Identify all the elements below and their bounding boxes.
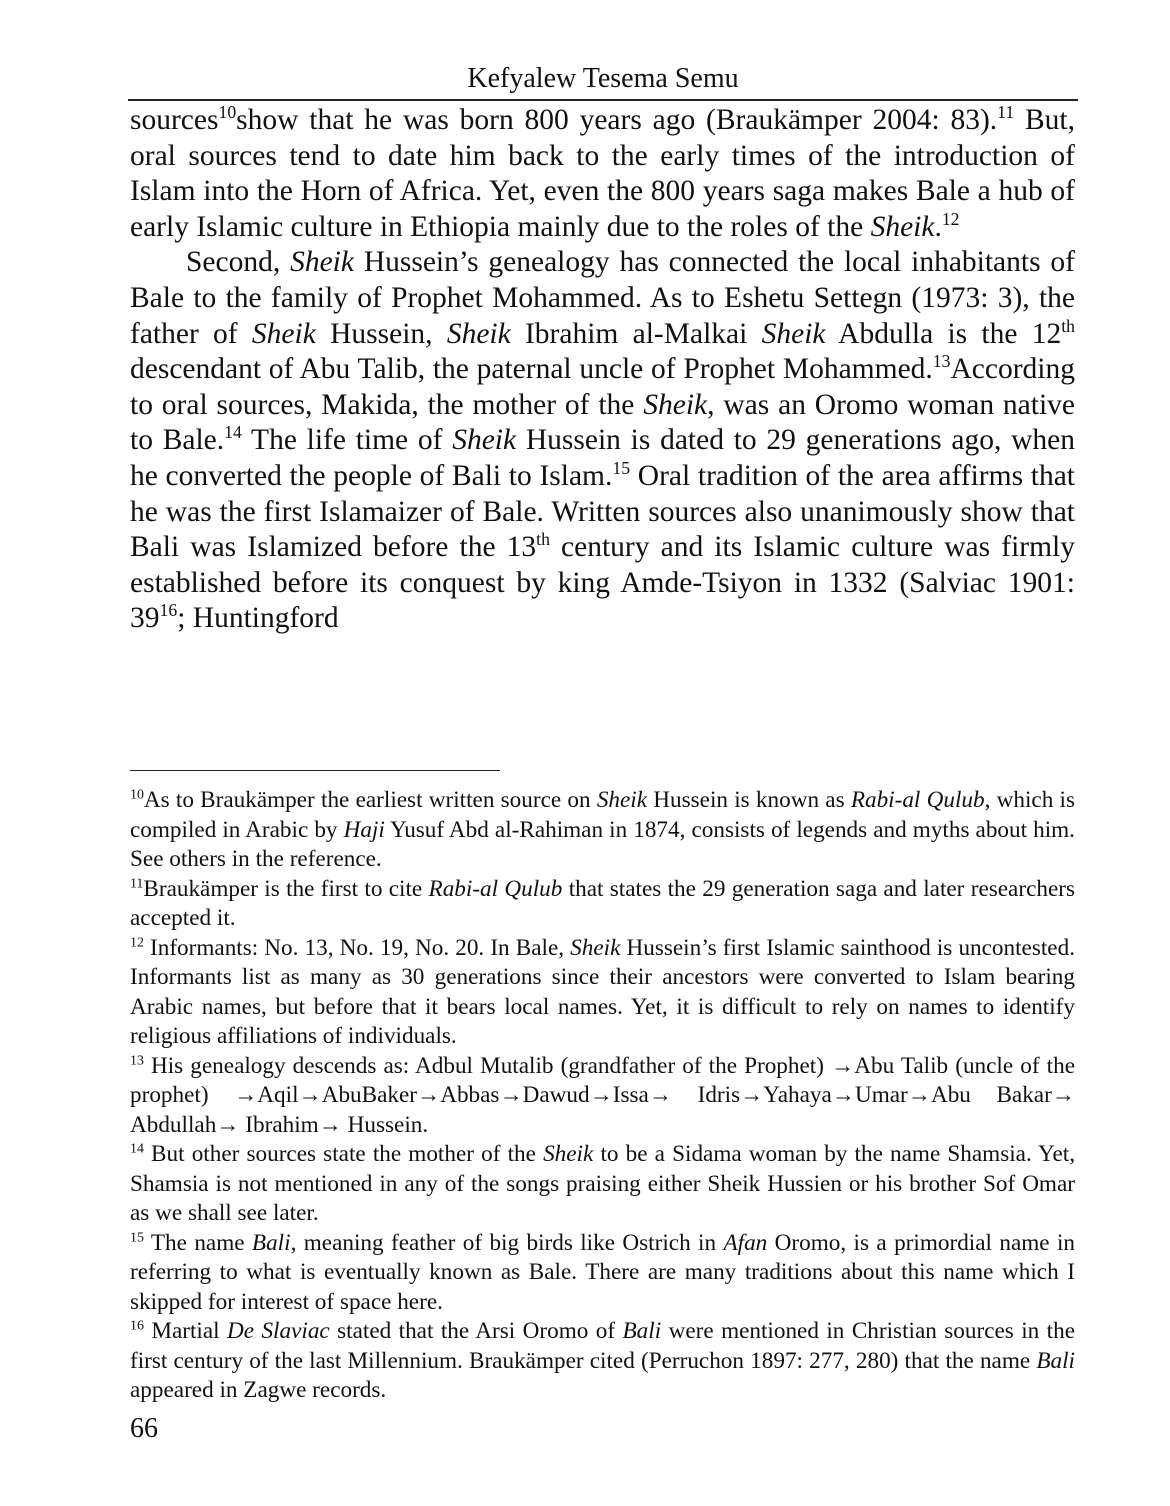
superscript-ref: 16 (159, 600, 178, 621)
italic-text: Haji (343, 816, 385, 843)
footnote-11 (130, 875, 1075, 934)
text-run: Second, (186, 246, 291, 279)
text-run: . (934, 210, 942, 243)
text-run: Oromo, is a primordial name in referring to what is eventually known as Bale. There are many traditions about this name which I skipped for interest of space here. (130, 1229, 1075, 1315)
italic-text: Sheik (452, 424, 517, 457)
footnote-12 (130, 934, 1075, 1052)
italic-text: Sheik (543, 1141, 594, 1167)
text-run: Hussein’s genealogy has connected the local inhabitants of Bale to the family of Prophet Mohammed. As to Eshetu Settegn (1973: 3), the father of (130, 246, 1076, 350)
superscript-ref: 13 (130, 1052, 144, 1068)
italic-text: Bali (1036, 1347, 1075, 1374)
superscript-ref: 15 (612, 458, 631, 479)
footnote-16 (130, 1317, 1075, 1406)
italic-text: Bali (622, 1318, 662, 1344)
body-paragraph-2 (130, 245, 1075, 637)
text-run: ; Huntingford (177, 602, 339, 635)
italic-text: De Slaviac (227, 1318, 330, 1344)
text-run: century and its Islamic culture was firmly established before its conquest by king Amde-Tsiyon in 1332 (Salviac 1901: 39 (130, 531, 1075, 635)
superscript-ref: 10 (218, 102, 237, 123)
superscript-ref: th (536, 529, 550, 550)
text-run: Yusuf Abd al-Rahiman in 1874, consists of legends and myths about him. See others in the reference. (130, 816, 1075, 872)
text-run: Hussein, (315, 317, 447, 350)
footnote-separator (130, 770, 500, 771)
text-run: were mentioned in Christian sources in the first century of the last Millennium. Braukämper cited (Perruchon 1897: 277, 280) that the name (130, 1318, 1076, 1374)
text-run: Ibrahim al-Malkai (510, 317, 762, 350)
text-run: show that he was born 800 years ago (Braukämper 2004: 83). (236, 104, 998, 136)
text-run: Oral tradition of the area affirms that he was the first Islamaizer of Bale. Written sources also unanimously show that Bali was Islamized before the 13 (130, 459, 1075, 564)
text-run: meaning feather of big birds like Ostrich in (296, 1229, 724, 1256)
italic-text: Sheik (290, 246, 354, 279)
text-run: Hussein is known as (647, 787, 851, 813)
text-run: , which is compiled in Arabic by (130, 787, 1075, 843)
text-run: descendant of Abu Talib, the paternal uncle of Prophet Mohammed. (130, 353, 933, 386)
italic-text: Rabi-al Qulub (850, 787, 985, 813)
text-run: But other sources state the mother of the (143, 1141, 544, 1167)
text-run: that states the 29 generation saga and later researchers accepted it. (130, 875, 1075, 931)
body-paragraph-1 (130, 103, 1075, 245)
italic-text: Sheik (643, 388, 708, 421)
text-run: to be a Sidama woman by the name Shamsia. Yet, Shamsia is not mentioned in any of the songs praising either Sheik Hussien or his brother Sof Omar as we shall see later. (130, 1141, 1076, 1226)
text-run: appeared in Zagwe records. (130, 1377, 387, 1403)
text-run: As to Braukämper the earliest written source on (143, 787, 597, 813)
text-run: But, oral sources tend to date him back to the early times of the introduction of Islam into the Horn of Africa. Yet, even the 800 years saga makes Bale a hub of early Islamic culture in Ethiopia mainly due to the roles of the (130, 104, 1076, 243)
italic-text: Afan (723, 1229, 768, 1256)
text-run: Hussein’s first Islamic sainthood is uncontested. Informants list as many as 30 generations since their ancestors were converted to Islam bearing Arabic names, but before that it bears local names. Yet, it is difficult to rely on names to identify religious affiliations of individuals. (130, 934, 1075, 1049)
italic-text: Sheik (870, 210, 935, 243)
italic-text: Rabi-al Qulub (428, 875, 563, 902)
italic-text: Sheik (570, 934, 621, 961)
superscript-ref: 11 (130, 875, 144, 891)
superscript-ref: 12 (941, 208, 960, 229)
footnote-10 (130, 786, 1075, 875)
text-run: stated that the Arsi Oromo of (329, 1318, 623, 1344)
header-rule (128, 99, 1078, 101)
text-run: , was an Oromo woman native to Bale. (130, 388, 1076, 457)
body-text (130, 103, 1075, 637)
italic-text: Sheik (251, 317, 316, 350)
text-run: According to oral sources, Makida, the mother of the (130, 353, 1075, 421)
italic-text: Bali, (251, 1229, 297, 1256)
text-run: Informants: No. 13, No. 19, No. 20. In Bale, (143, 934, 571, 961)
footnote-15 (130, 1229, 1075, 1318)
page-number: 66 (130, 1413, 158, 1444)
superscript-ref: 10 (130, 787, 144, 803)
italic-text: Sheik (596, 787, 648, 813)
footnotes (130, 786, 1075, 1406)
text-run: Hussein is dated to 29 generations ago, when he converted the people of Bali to Islam. (130, 424, 1075, 492)
text-run: The life time of (241, 424, 453, 457)
italic-text: Sheik (446, 317, 511, 350)
superscript-ref: 11 (997, 102, 1015, 123)
text-run: The name (143, 1229, 252, 1256)
footnote-13 (130, 1052, 1075, 1141)
text-run: sources (130, 104, 219, 136)
superscript-ref: 16 (130, 1318, 144, 1334)
text-run: His genealogy descends as: Adbul Mutalib (grandfather of the Prophet) →Abu Talib (uncle of the prophet) →Aqil→AbuBaker→Abbas→Dawud→Issa→ Idris→Yahaya→Umar→Abu Bakar→ Abdullah→ Ibrahim→ Hussein. (130, 1052, 1075, 1138)
superscript-ref: 14 (130, 1141, 144, 1157)
running-header: Kefyalew Tesema Semu (467, 63, 739, 94)
text-run: Braukämper is the first to cite (143, 875, 429, 902)
superscript-ref: 13 (932, 351, 951, 372)
superscript-ref: 12 (130, 934, 144, 950)
superscript-ref: th (1061, 315, 1076, 336)
superscript-ref: 14 (224, 422, 242, 443)
text-run: Martial (143, 1318, 227, 1344)
text-run: Abdulla is the 12 (825, 317, 1062, 350)
italic-text: Sheik (761, 317, 826, 350)
superscript-ref: 15 (130, 1229, 144, 1245)
footnote-14 (130, 1140, 1075, 1229)
